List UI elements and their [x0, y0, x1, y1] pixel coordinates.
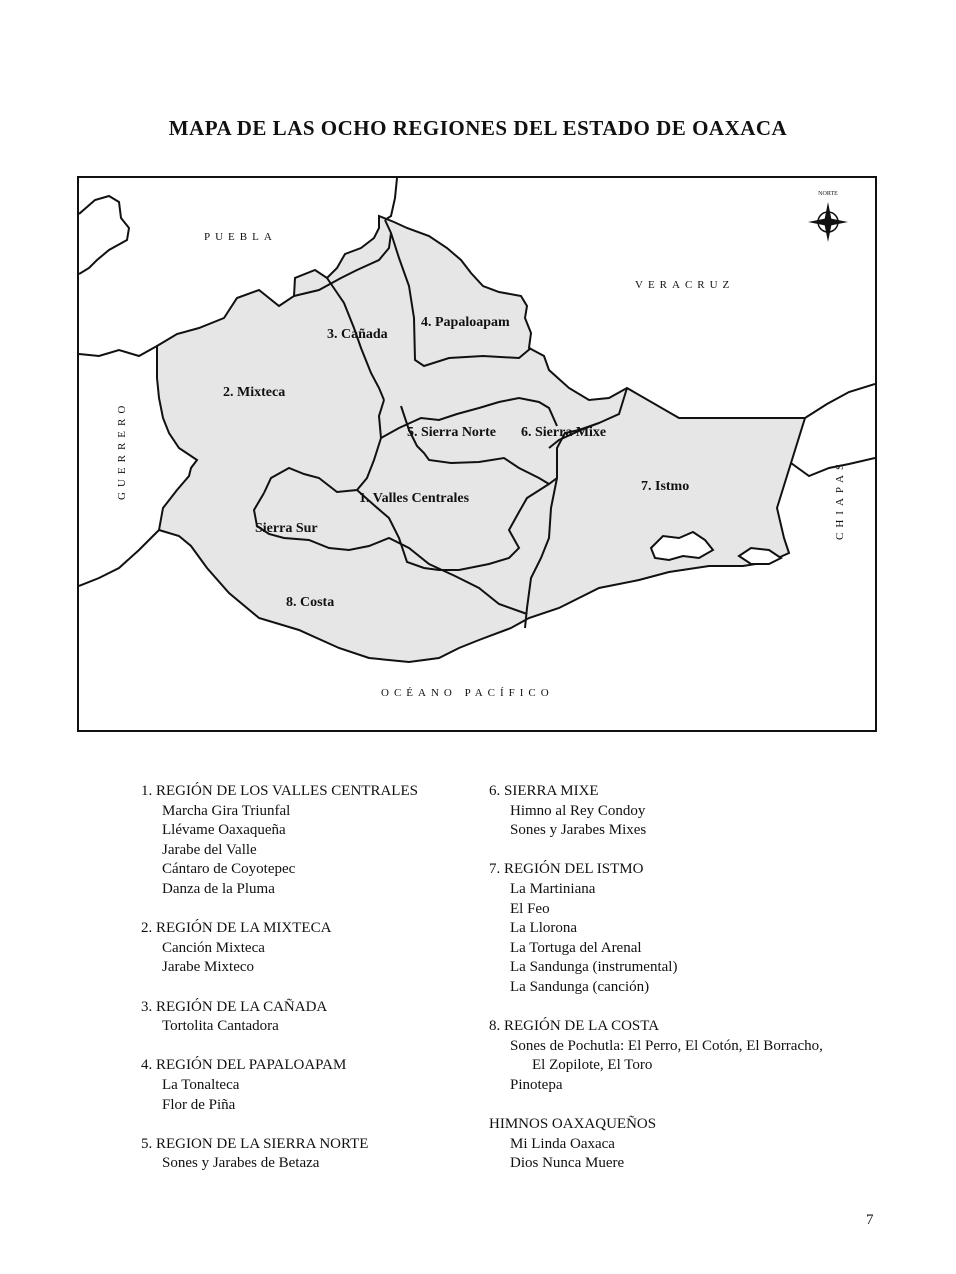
song-item: Cántaro de Coyotepec: [162, 861, 296, 878]
song-item: Jarabe Mixteco: [162, 959, 255, 976]
song-item: La Martiniana: [510, 880, 596, 897]
region-group: [141, 1056, 471, 1115]
song-item: Llévame Oaxaqueña: [162, 822, 286, 839]
region-heading: 4. REGIÓN DEL PAPALOAPAM: [141, 1057, 347, 1074]
region-heading: 3. REGIÓN DE LA CAÑADA: [141, 998, 328, 1015]
region-label-sierra-sur: Sierra Sur: [255, 521, 318, 536]
song-item: El Zopilote, El Toro: [532, 1057, 653, 1074]
song-item: La Tortuga del Arenal: [510, 939, 642, 956]
region-heading: 1. REGIÓN DE LOS VALLES CENTRALES: [141, 783, 418, 799]
song-item: La Sandunga (instrumental): [510, 959, 678, 976]
region-heading: 7. REGIÓN DEL ISTMO: [489, 861, 644, 878]
song-item: Dios Nunca Muere: [510, 1155, 625, 1172]
song-item: Flor de Piña: [162, 1096, 236, 1113]
song-item: Sones y Jarabes Mixes: [510, 822, 647, 839]
neighbor-label-veracruz: VERACRUZ: [635, 279, 735, 291]
region-label-valles: 1. Valles Centrales: [359, 491, 470, 506]
region-heading: HIMNOS OAXAQUEÑOS: [489, 1116, 657, 1133]
song-item: Danza de la Pluma: [162, 880, 275, 897]
region-label-canada: 3. Cañada: [327, 327, 388, 342]
song-item: La Llorona: [510, 920, 578, 937]
region-label-papaloapam: 4. Papaloapam: [421, 315, 510, 330]
region-group: [489, 1115, 869, 1174]
region-label-sierra-mixe: 6. Sierra Mixe: [521, 425, 607, 440]
region-label-istmo: 7. Istmo: [641, 479, 690, 494]
region-group: [141, 1135, 471, 1174]
north-compass-icon: [808, 191, 848, 242]
region-group: [489, 1017, 869, 1095]
region-group: [141, 782, 471, 900]
song-item: Marcha Gira Triunfal: [162, 802, 291, 819]
region-heading: 8. REGIÓN DE LA COSTA: [489, 1018, 660, 1035]
compass-label: NORTE: [818, 191, 838, 197]
song-item: Sones y Jarabes de Betaza: [162, 1155, 320, 1172]
song-item: Tortolita Cantadora: [162, 1018, 279, 1035]
song-item: Jarabe del Valle: [162, 841, 257, 858]
region-label-mixteca: 2. Mixteca: [223, 385, 286, 400]
page-number: 7: [866, 1212, 874, 1228]
region-group: [141, 919, 471, 978]
region-heading: 5. REGION DE LA SIERRA NORTE: [141, 1135, 369, 1152]
region-list-right: [489, 782, 869, 1193]
region-heading: 2. REGIÓN DE LA MIXTECA: [141, 920, 332, 937]
region-group: [489, 782, 869, 841]
song-item: El Feo: [510, 900, 550, 917]
region-heading: 6. SIERRA MIXE: [489, 783, 599, 799]
neighbor-label-guerrero: GUERRERO: [116, 400, 128, 500]
region-label-costa: 8. Costa: [286, 595, 335, 610]
neighbor-label-chiapas: CHIAPAS: [834, 458, 846, 540]
song-item: Mi Linda Oaxaca: [510, 1135, 615, 1152]
page-title: MAPA DE LAS OCHO REGIONES DEL ESTADO DE OAXACA: [168, 116, 788, 140]
song-item: La Sandunga (canción): [510, 978, 650, 995]
neighbor-label-puebla: PUEBLA: [204, 231, 277, 243]
region-list-left: [141, 782, 471, 1193]
song-item: Himno al Rey Condoy: [510, 802, 646, 819]
region-group: [141, 998, 471, 1037]
region-group: [489, 860, 869, 997]
song-item: La Tonalteca: [162, 1076, 240, 1093]
neighbor-label-oceano: OCÉANO PACÍFICO: [381, 687, 554, 699]
region-label-sierra-norte: 5. Sierra Norte: [407, 425, 497, 440]
song-item: Canción Mixteca: [162, 939, 265, 956]
song-item: Sones de Pochutla: El Perro, El Cotón, El Borracho,: [510, 1037, 823, 1054]
song-item: Pinotepa: [510, 1076, 563, 1093]
oaxaca-regions-map: [77, 176, 877, 732]
